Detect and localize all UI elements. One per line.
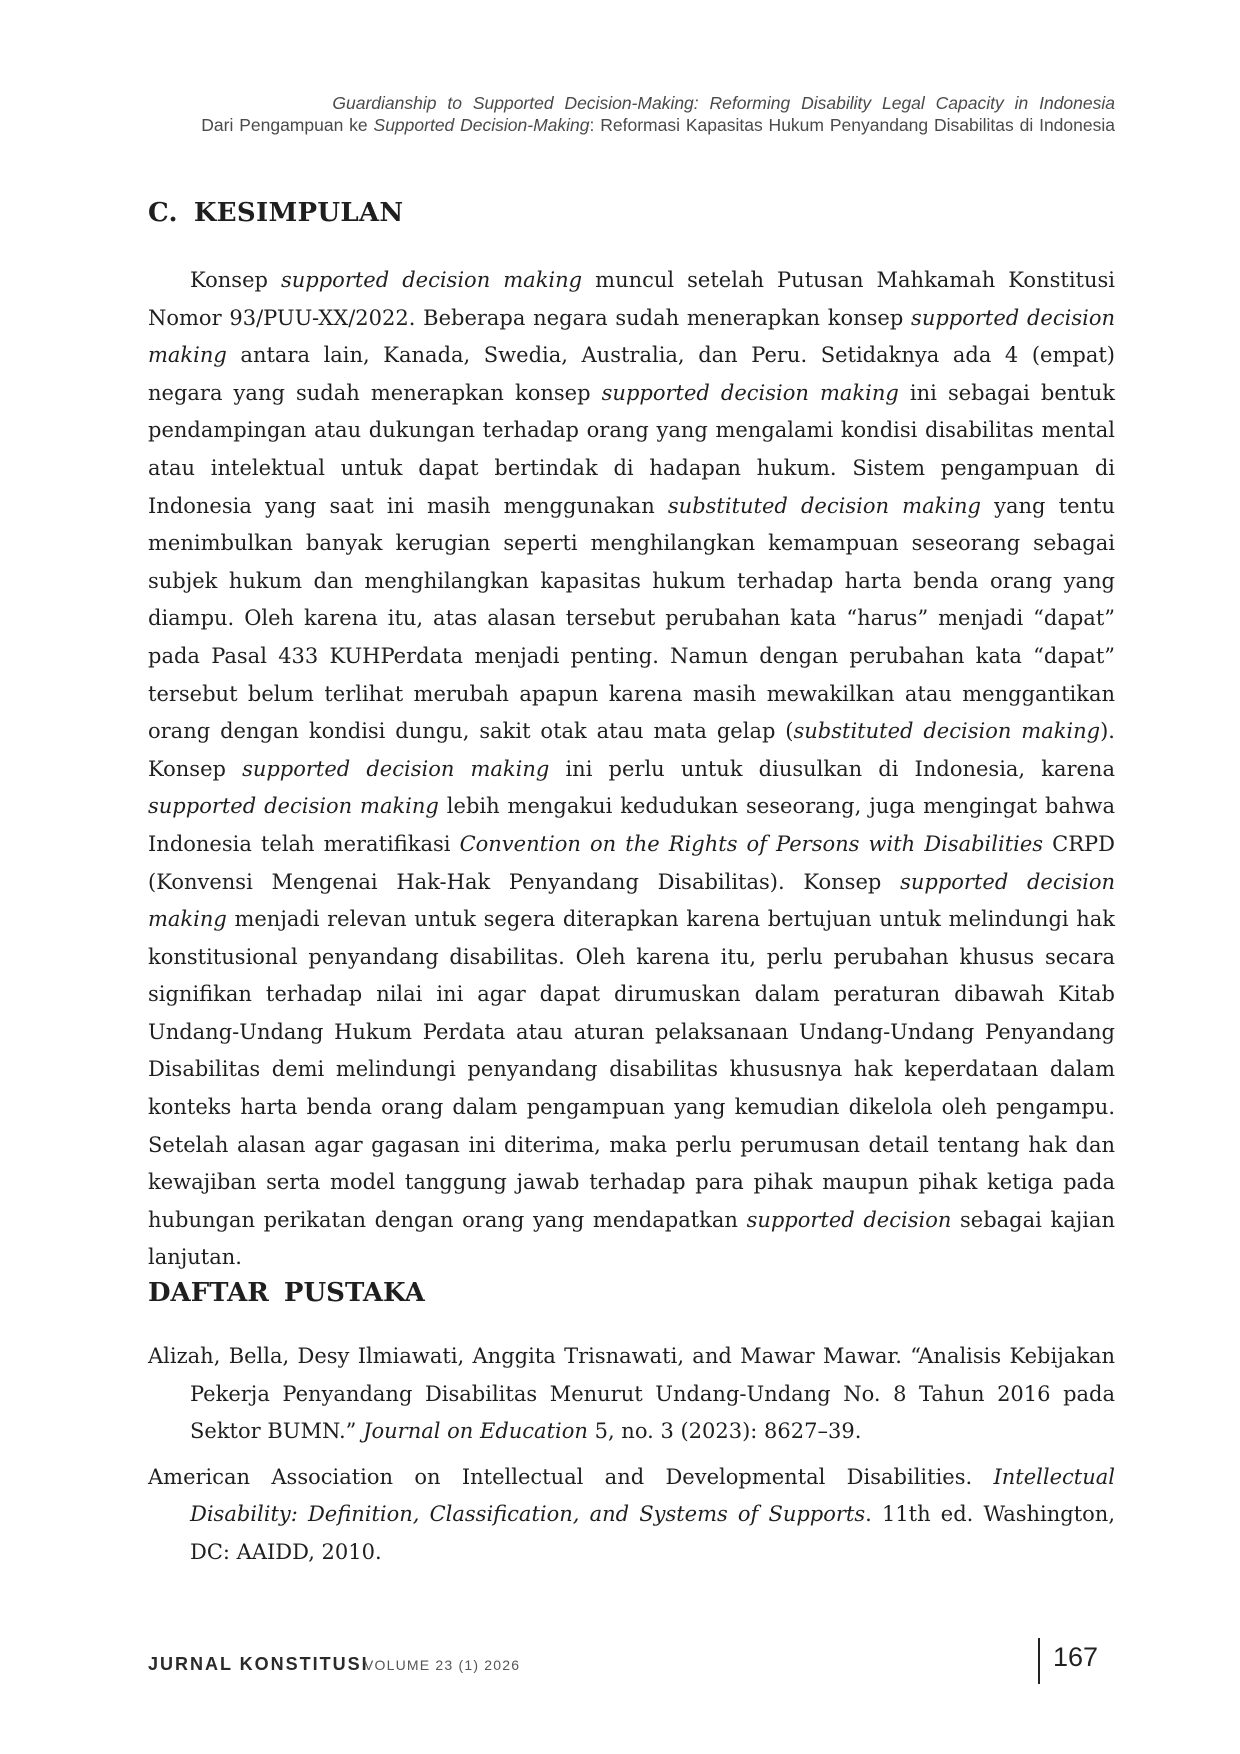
reference-list [148, 1338, 1115, 1580]
page-footer [148, 1638, 1115, 1686]
section-title: KESIMPULAN [193, 198, 404, 228]
section-number: C. [148, 198, 178, 228]
journal-name: JURNAL KONSTITUSI [148, 1654, 369, 1674]
conclusion-paragraph: Konsep supported decision making muncul setelah Putusan Mahkamah Konstitusi Nomor 93/PUU-XX/2022. Beberapa negara sudah menerapkan konsep supported decision making antara lain, Kanada, Swedia, Australia, dan Peru. Setidaknya ada 4 (empat) negara yang sudah menerapkan konsep supported decision making ini sebagai bentuk pendampingan atau dukungan terhadap orang yang mengalami kondisi disabilitas mental atau intelektual untuk dapat bertindak di hadapan hukum. Sistem pengampuan di Indonesia yang saat ini masih menggunakan substituted decision making yang tentu menimbulkan banyak kerugian seperti menghilangkan kemampuan seseorang sebagai subjek hukum dan menghilangkan kapasitas hukum terhadap harta benda orang yang diampu. Oleh karena itu, atas alasan tersebut perubahan kata “harus” menjadi “dapat” pada Pasal 433 KUHPerdata menjadi penting. Namun dengan perubahan kata “dapat” tersebut belum terlihat merubah apapun karena masih mewakilkan atau menggantikan orang dengan kondisi dungu, sakit otak atau mata gelap (substituted decision making). Konsep supported decision making ini perlu untuk diusulkan di Indonesia, karena supported decision making lebih mengakui kedudukan seseorang, juga mengingat bahwa Indonesia telah meratifikasi Convention on the Rights of Persons with Disabilities CRPD (Konvensi Mengenai Hak-Hak Penyandang Disabilitas). Konsep supported decision making menjadi relevan untuk segera diterapkan karena bertujuan untuk melindungi hak konstitusional penyandang disabilitas. Oleh karena itu, perlu perubahan khusus secara signifikan terhadap nilai ini agar dapat dirumuskan dalam peraturan dibawah Kitab Undang-Undang Hukum Perdata atau aturan pelaksanaan Undang-Undang Penyandang Disabilitas demi melindungi penyandang disabilitas khususnya hak keperdataan dalam konteks harta benda orang dalam pengampuan yang kemudian dikelola oleh pengampu. Setelah alasan agar gagasan ini diterima, maka perlu perumusan detail tentang hak dan kewajiban serta model tanggung jawab terhadap para pihak maupun pihak ketiga pada hubungan perikatan dengan orang yang mendapatkan supported decision sebagai kajian lanjutan. [148, 268, 1116, 1270]
reference-item: Alizah, Bella, Desy Ilmiawati, Anggita Trisnawati, and Mawar Mawar. “Analisis Kebijakan Pekerja Penyandang Disabilitas Menurut Undang-Undang No. 8 Tahun 2016 pada Sektor BUMN.” Journal on Education 5, no. 3 (2023): 8627–39. [148, 1344, 1115, 1444]
running-header [148, 92, 1115, 136]
reference-item: American Association on Intellectual and Developmental Disabilities. Intellectual Disability: Definition, Classification, and Systems of Supports. 11th ed. Washington, DC: AAIDD, 2010. [148, 1464, 1115, 1564]
header-indonesian-title: Dari Pengampuan ke Supported Decision-Making: Reformasi Kapasitas Hukum Penyandang Disabilitas di Indonesia [201, 115, 1115, 135]
references-heading: DAFTAR PUSTAKA [148, 1278, 425, 1308]
section-heading-kesimpulan [148, 198, 403, 228]
page-number: 167 [1053, 1642, 1099, 1672]
volume-info: VOLUME 23 (1) 2026 [364, 1657, 521, 1673]
footer-divider [1038, 1638, 1040, 1684]
header-english-title: Guardianship to Supported Decision-Making: Reforming Disability Legal Capacity in Indonesia [332, 93, 1115, 113]
